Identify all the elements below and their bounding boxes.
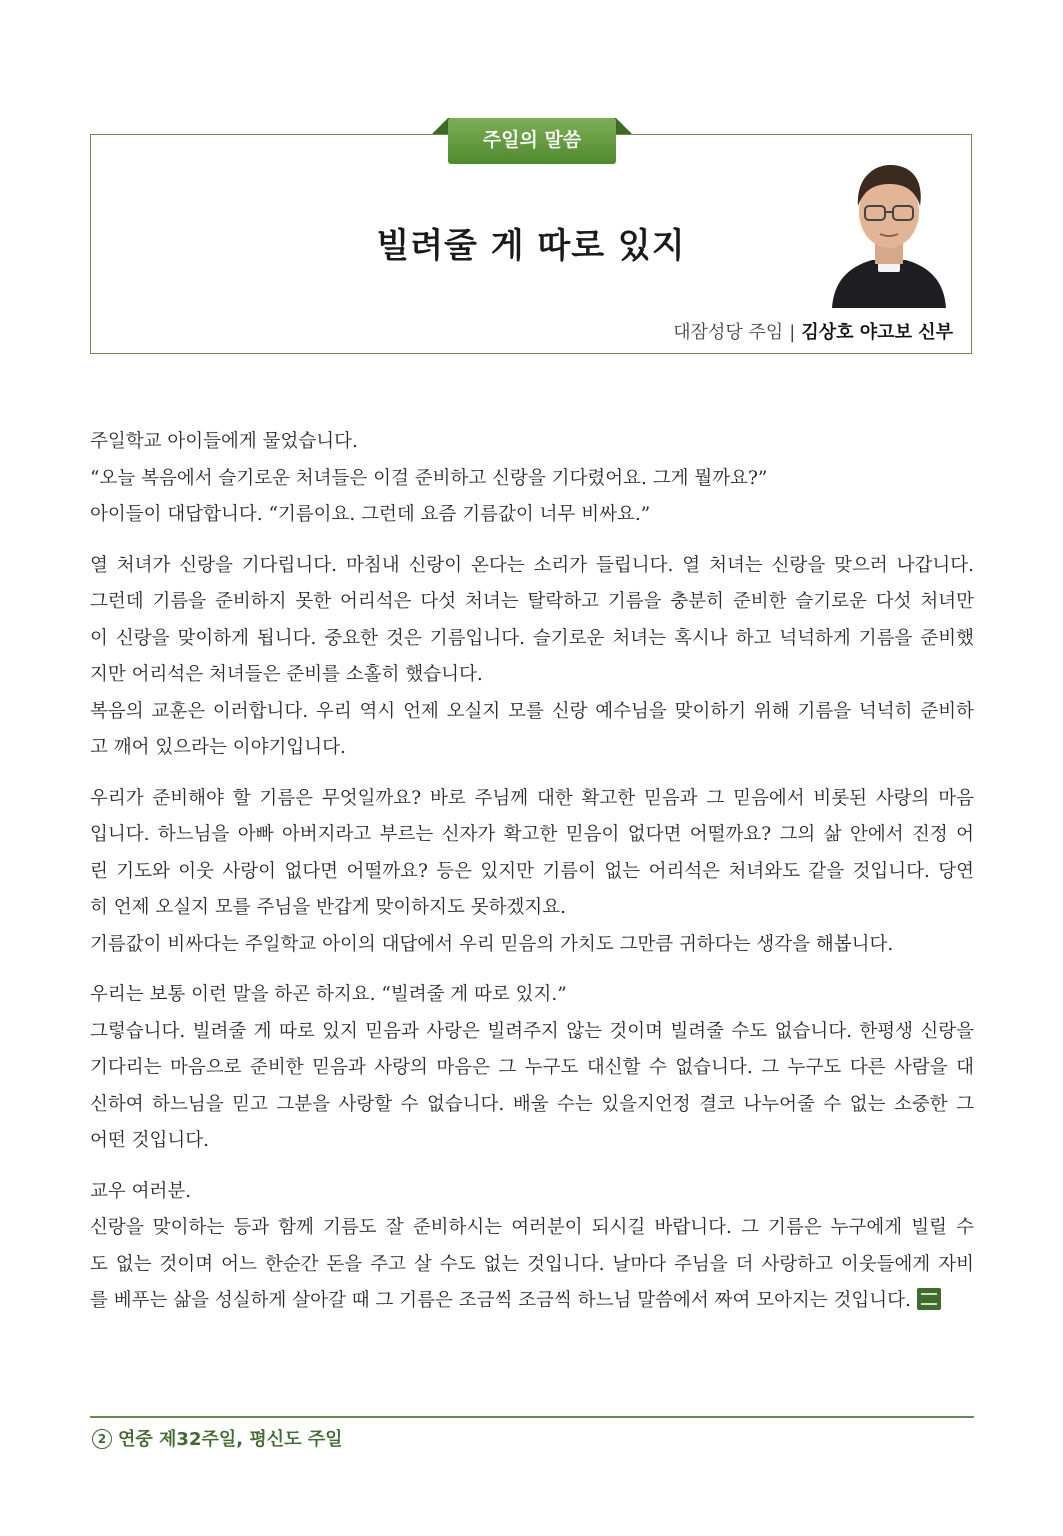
text-line: “오늘 복음에서 슬기로운 처녀들은 이걸 준비하고 신랑을 기다렸어요. 그게 뭘까요?” [90, 467, 768, 489]
footer-text: 연중 제32주일, 평신도 주일 [118, 1429, 343, 1450]
text-line: 열 처녀가 신랑을 기다립니다. 마침내 신랑이 온다는 소리가 들립니다. 열 처녀는 신랑을 맞으러 나갑니다. [90, 554, 974, 576]
author-separator: | [789, 322, 796, 343]
text-line: 복음의 교훈은 이러합니다. 우리 역시 언제 오실지 모를 신랑 예수님을 맞이하기 위해 기름을 넉넉히 준비하 [90, 700, 974, 722]
text-line: 기름값이 비싸다는 주일학교 아이의 대답에서 우리 믿음의 가치도 그만큼 귀하다는 생각을 해봅니다. [90, 933, 894, 955]
text-line: 주일학교 아이들에게 물었습니다. [90, 431, 358, 452]
section-tab-label: 주일의 말씀 [482, 129, 582, 151]
text-line: 고 깨어 있으라는 이야기입니다. [90, 737, 346, 758]
paragraph [90, 781, 974, 964]
text-line: 어떤 것입니다. [90, 1130, 209, 1151]
author-byline [673, 318, 953, 344]
footer-divider [90, 1416, 974, 1418]
text-line: 지만 어리석은 처녀들은 준비를 소홀히 했습니다. [90, 664, 483, 685]
author-name: 김상호 야고보 신부 [801, 322, 953, 343]
text-line: 교우 여러분. [90, 1180, 192, 1202]
paragraph [90, 977, 974, 1160]
text-line: 그렇습니다. 빌려줄 게 따로 있지 믿음과 사랑은 빌려주지 않는 것이며 빌려줄 수도 없습니다. 한평생 신랑을 [90, 1020, 974, 1042]
page-number: 2 [92, 1429, 112, 1449]
footer [92, 1425, 343, 1451]
text-line: 우리가 준비해야 할 기름은 무엇일까요? 바로 주님께 대한 확고한 믿음과 그 믿음에서 비롯된 사랑의 마음 [90, 787, 974, 809]
text-line: 히 언제 오실지 모를 주님을 반갑게 맞이하지도 못하겠지요. [90, 897, 566, 918]
author-portrait [828, 156, 950, 308]
paragraph [90, 424, 974, 534]
article-body [90, 424, 974, 1334]
text-line: 아이들이 대답합니다. “기름이요. 그런데 요즘 기름값이 너무 비싸요.” [90, 504, 651, 525]
text-line-content: 를 베푸는 삶을 성실하게 살아갈 때 그 기름은 조금씩 조금씩 하느님 말씀에서 짜여 모아지는 것입니다. [90, 1290, 911, 1311]
page-title: 빌려줄 게 따로 있지 [376, 226, 686, 266]
text-line: 린 기도와 이웃 사랑이 없다면 어떨까요? 등은 있지만 기름이 없는 어리석은 처녀와도 같을 것입니다. 당연 [90, 860, 974, 882]
paragraph [90, 1174, 974, 1320]
text-line: 기다리는 마음으로 준비한 믿음과 사랑의 마음은 그 누구도 대신할 수 없습니다. 그 누구도 다른 사람을 대 [90, 1057, 974, 1078]
text-line: 이 신랑을 맞이하게 됩니다. 중요한 것은 기름입니다. 슬기로운 처녀는 혹시나 하고 넉넉하게 기름을 준비했 [90, 627, 974, 649]
paragraph [90, 548, 974, 767]
author-org: 대잠성당 주임 [673, 322, 784, 343]
end-mark-icon [917, 1288, 941, 1310]
text-line-last [90, 1283, 974, 1320]
text-line: 우리는 보통 이런 말을 하곤 하지요. “빌려줄 게 따로 있지.” [90, 984, 567, 1005]
text-line: 도 없는 것이며 어느 한순간 돈을 주고 살 수도 없는 것입니다. 날마다 주님을 더 사랑하고 이웃들에게 자비 [90, 1253, 974, 1275]
section-tab [432, 118, 632, 164]
text-line: 입니다. 하느님을 아빠 아버지라고 부르는 신자가 확고한 믿음이 없다면 어떨까요? 그의 삶 안에서 진정 어 [90, 824, 974, 845]
text-line: 그런데 기름을 준비하지 못한 어리석은 다섯 처녀는 탈락하고 기름을 충분히 준비한 슬기로운 다섯 처녀만 [90, 591, 974, 612]
text-line: 신랑을 맞이하는 등과 함께 기름도 잘 준비하시는 여러분이 되시길 바랍니다. 그 기름은 누구에게 빌릴 수 [90, 1217, 974, 1238]
text-line: 신하여 하느님을 믿고 그분을 사랑할 수 없습니다. 배울 수는 있을지언정 결코 나누어줄 수 없는 소중한 그 [90, 1093, 974, 1115]
